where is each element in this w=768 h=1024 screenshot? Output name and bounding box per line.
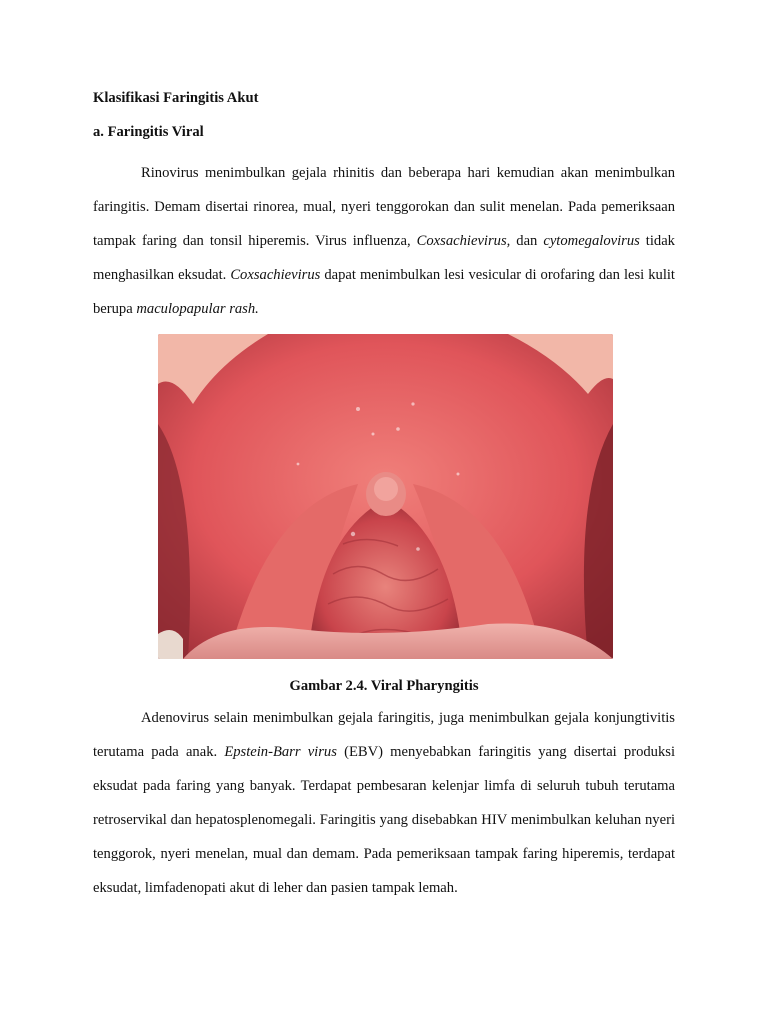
italic-term: Epstein-Barr virus	[224, 744, 337, 760]
text-run: Rinovirus menimbulkan gejala rhinitis dan beberapa hari kemudian akan menimbulkan faringitis. Demam disertai rinorea, mual, nyeri tenggorokan dan sulit menelan. Pada pemeriksaan tampak faring dan tonsil hiperemis. Virus influenza,	[93, 165, 675, 249]
document-page	[93, 88, 675, 905]
throat-photo	[158, 334, 613, 659]
paragraph-viral-pharyngitis	[93, 156, 675, 326]
text-run: dan	[510, 233, 544, 249]
paragraph-adenovirus	[93, 701, 675, 905]
italic-term: Coxsachievirus,	[416, 233, 511, 249]
text-run: dapat menimbulkan lesi vesicular di orofaring dan lesi kulit berupa	[93, 267, 675, 317]
text-run: Adenovirus selain menimbulkan gejala faringitis, juga menimbulkan gejala konjungtivitis terutama pada anak.	[93, 710, 675, 760]
throat-illustration	[158, 334, 613, 659]
figure-caption: Gambar 2.4. Viral Pharyngitis	[289, 678, 479, 694]
text-run: tidak menghasilkan eksudat.	[93, 233, 675, 283]
section-heading: Klasifikasi Faringitis Akut	[93, 90, 259, 106]
italic-term: cytomegalovirus	[543, 233, 640, 249]
italic-term: maculopapular rash.	[136, 301, 259, 317]
subsection-heading: a. Faringitis Viral	[93, 124, 204, 140]
uvula-highlight	[374, 477, 398, 501]
italic-term: Coxsachievirus	[230, 267, 321, 283]
text-run: (EBV) menyebabkan faringitis yang disertai produksi eksudat pada faring yang banyak. Terdapat pembesaran kelenjar limfa di seluruh tubuh terutama retroservikal dan hepatosplenomegali. Faringitis yang disebabkan HIV menimbulkan keluhan nyeri tenggorok, nyeri menelan, mual dan demam. Pada pemeriksaan tampak faring hiperemis, terdapat eksudat, limfadenopati akut di leher dan pasien tampak lemah.	[93, 744, 675, 896]
